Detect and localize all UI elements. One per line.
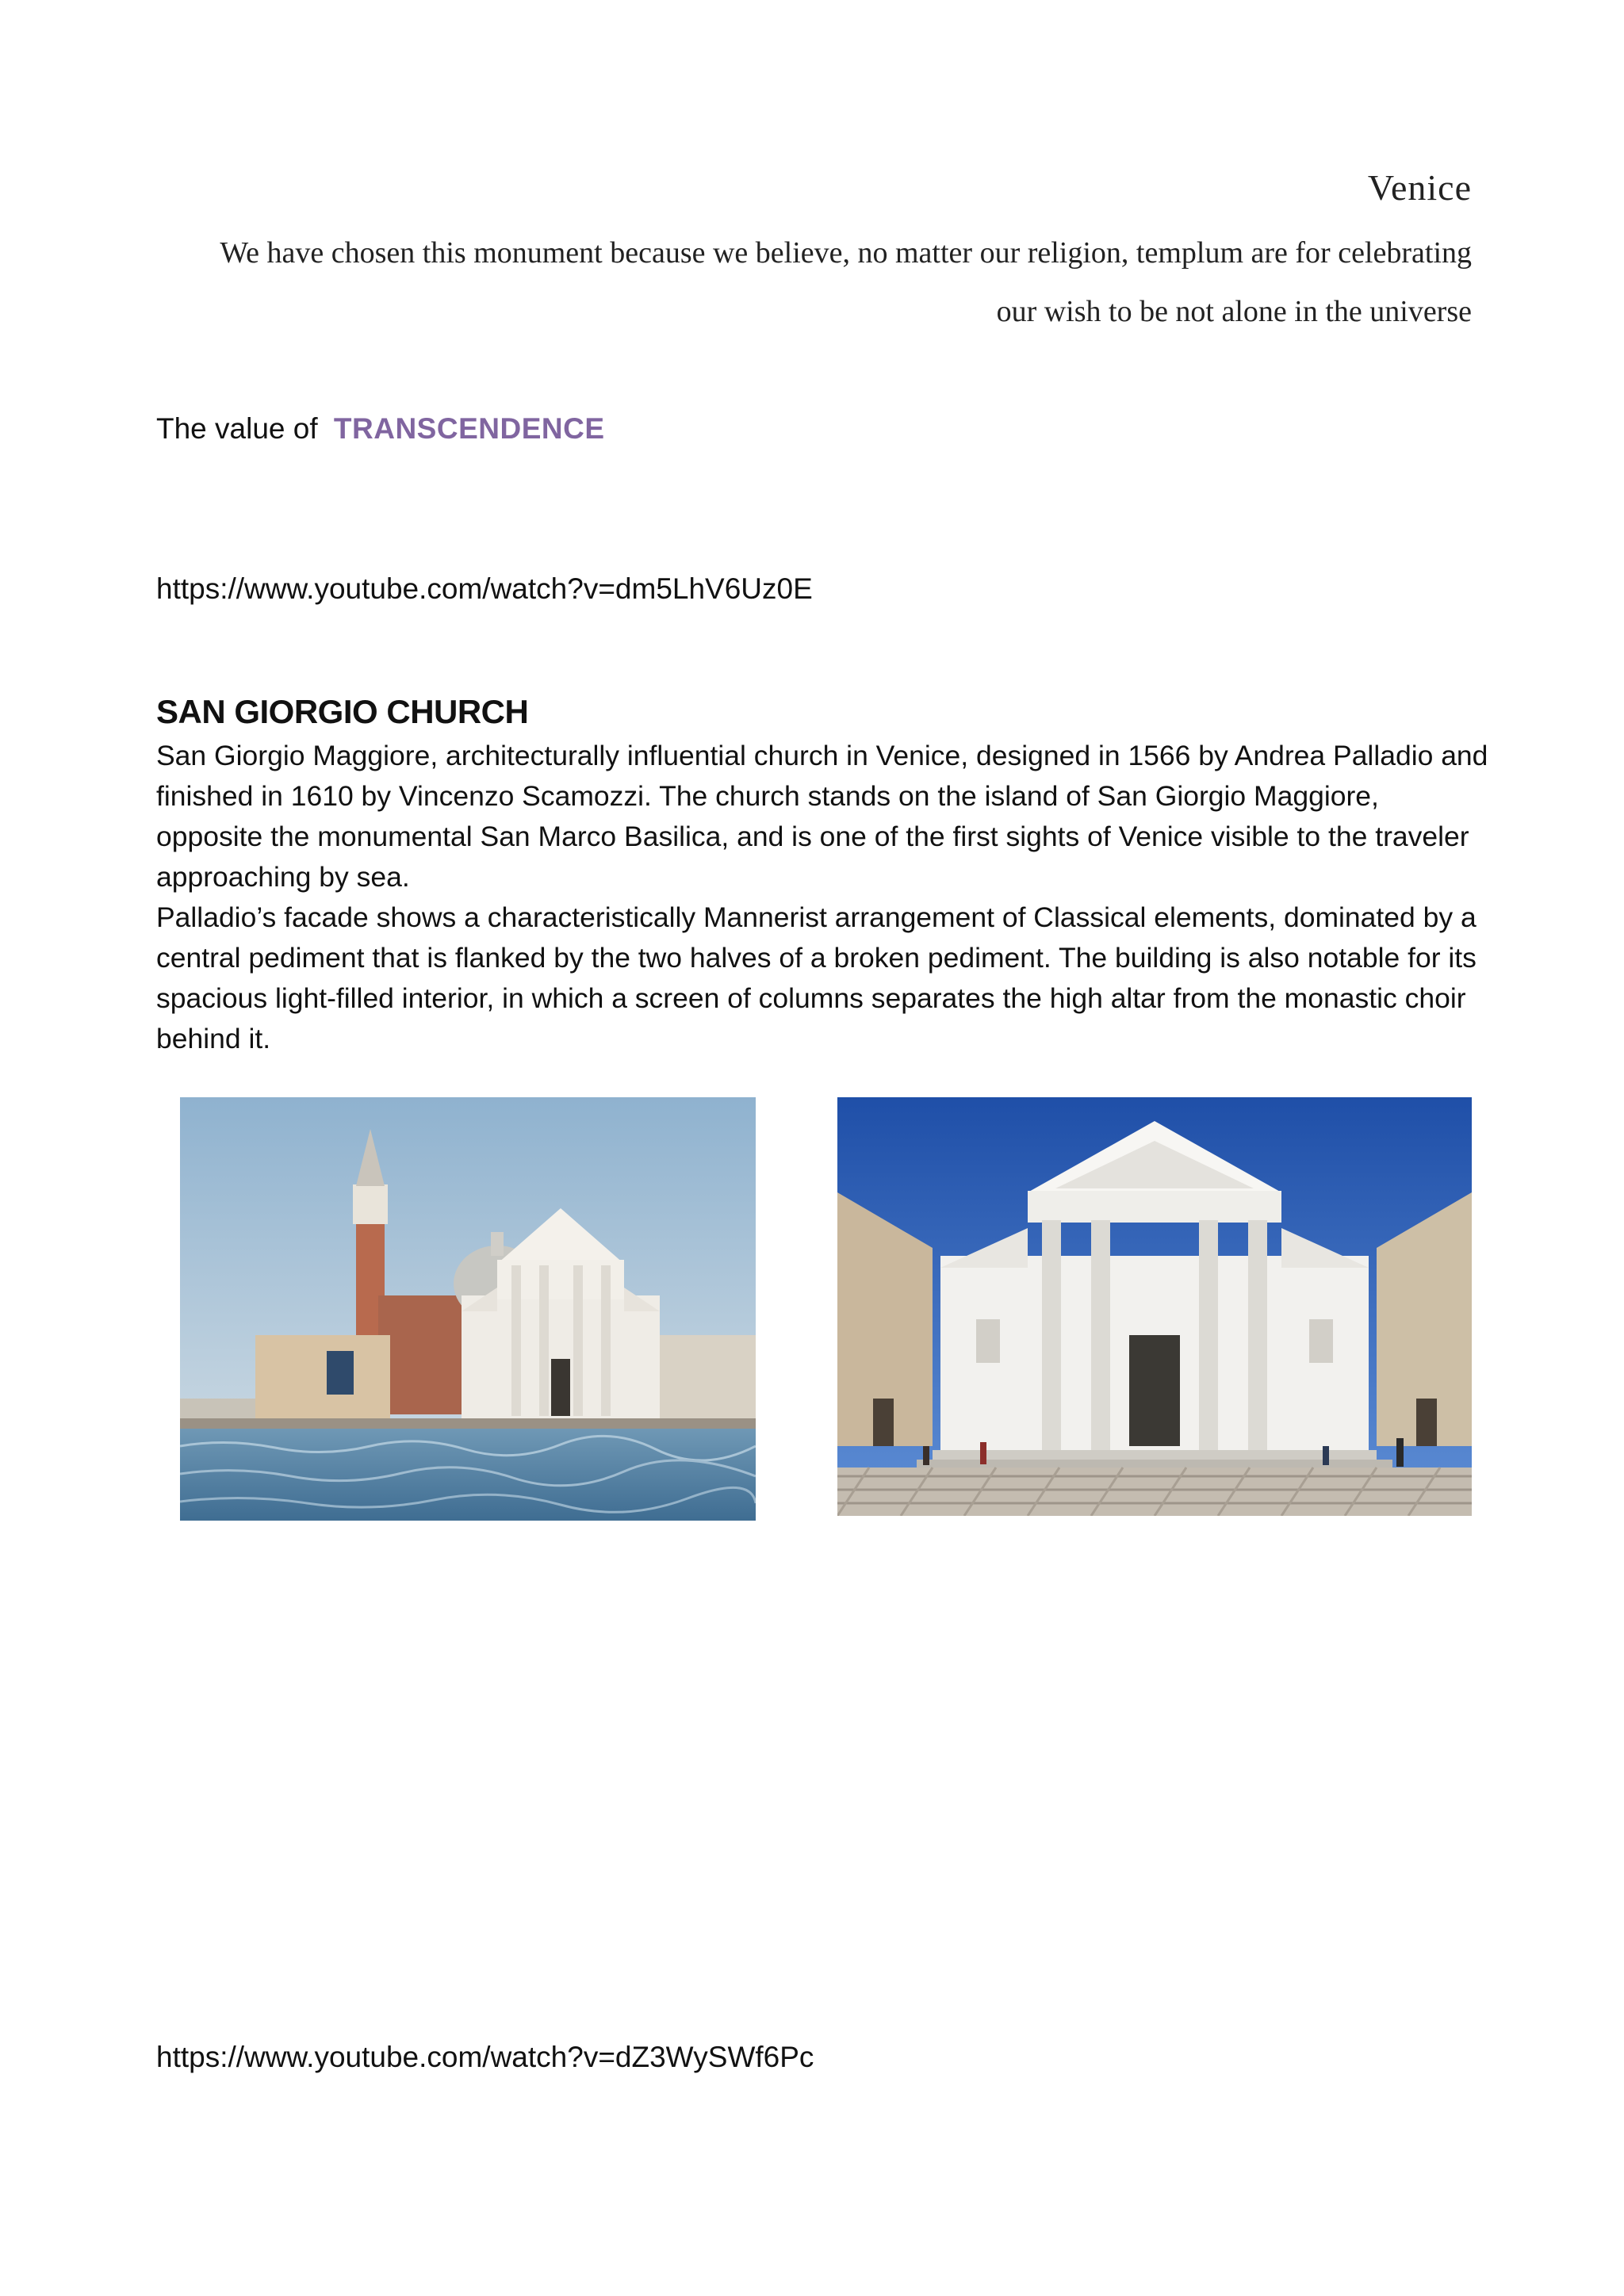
church-facade-photo [837, 1097, 1472, 1516]
church-description [156, 736, 1488, 1059]
city-title: Venice [1367, 167, 1472, 208]
video-link-bottom[interactable]: https://www.youtube.com/watch?v=dZ3WySWf6Pc [156, 2041, 814, 2073]
description-paragraph-1: San Giorgio Maggiore, architecturally influential church in Venice, designed in 1566 by Andrea Palladio and finished in 1610 by Vincenzo Scamozzi. The church stands on the island of San Giorgio Maggiore, opposite the monumental San Marco Basilica, and is one of the first sights of Venice visible to the traveler approaching by sea. [156, 740, 1488, 893]
value-line [156, 412, 605, 446]
section-heading: SAN GIORGIO CHURCH [156, 693, 529, 730]
church-island-photo [180, 1097, 756, 1521]
description-paragraph-2: Palladio’s facade shows a characteristically Mannerist arrangement of Classical elements, dominated by a central pediment that is flanked by the two halves of a broken pediment. The building is also notable for its spacious light-filled interior, in which a screen of columns separates the high altar from the monastic choir behind it. [156, 901, 1477, 1054]
motto-text: We have chosen this monument because we believe, no matter our religion, templum are for celebrating our wish to be not alone in the universe [220, 236, 1472, 328]
value-prefix: The value of [156, 412, 318, 445]
value-word: TRANSCENDENCE [333, 412, 605, 445]
video-link-top[interactable]: https://www.youtube.com/watch?v=dm5LhV6Uz0E [156, 572, 813, 605]
